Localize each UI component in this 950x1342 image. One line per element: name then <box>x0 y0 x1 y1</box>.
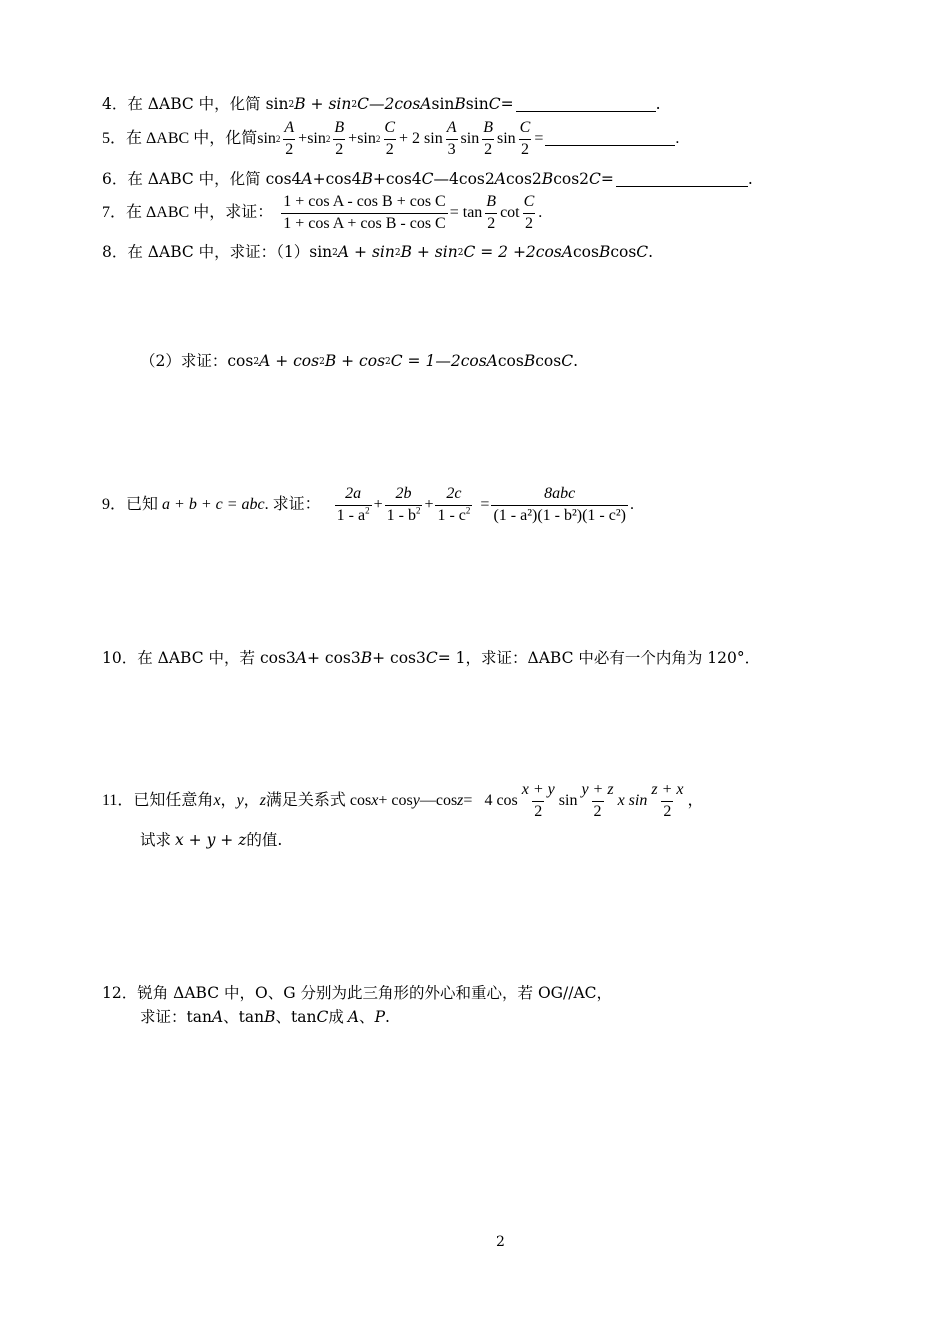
problem-number: 5． <box>102 130 127 148</box>
problem-number: 12． <box>102 984 138 1002</box>
problem-7: 7． 在 ΔABC 中，求证： $\frac{\text{1 + cos A - cos B + cos C}}{\text{1 + cos A + cos B - cos C}}$ = tan $\frac{B}{2}$ cot $\frac{C}{2}$ . <box>102 193 543 232</box>
answer-blank[interactable] <box>545 144 675 146</box>
problem-number: 10． <box>102 649 138 667</box>
problem-number: 9． <box>102 496 127 514</box>
problem-11: 11． 已知任意角 x ， y ， z 满足关系式 cos x + cos y —cos z = 4 cos $\frac{x + y}{2}$ sin $\frac{y + z}{2}$ x sin $\frac{z + x}{2}$ ， <box>102 781 704 820</box>
problem-11-line-2: 试求 x + y + z 的值. <box>140 831 283 849</box>
problem-12: 12． 锐角 ΔABC 中，O、G 分别为此三角形的外心和重心，若 OG//AC， <box>102 984 613 1002</box>
problem-8-part-2: （2）求证：cos 2 A + cos 2 B + cos 2 C = 1—2cos A cos B cos C . <box>140 352 579 370</box>
problem-5: 5． 在 ΔABC 中，化简 sin 2 $\frac{A}{2}$ + sin 2 $\frac{B}{2}$ + sin 2 $\frac{C}{2}$ + 2 sin $\frac{A}{3}$ sin $\frac{B}{2}$ sin $\frac{C}{2}$ = . <box>102 119 680 158</box>
problem-number: 4． <box>102 95 128 113</box>
answer-blank[interactable] <box>516 110 656 112</box>
problem-10: 10． 在 ΔABC 中，若 cos3 A + cos3 B + cos3 C = 1，求证：ΔABC 中必有一个内角为 120°． <box>102 649 761 667</box>
problem-4: 4． 在 ΔABC 中，化简 sin 2 B + sin 2 C—2cos A sin B sin C = . <box>102 95 661 113</box>
problem-number: 11． <box>102 792 134 810</box>
page-number: 2 <box>496 1234 505 1250</box>
problem-6: 6． 在 ΔABC 中，化简 cos4 A +cos4 B +cos4 C —4cos2 A cos2 B cos2 C = . <box>102 170 753 188</box>
problem-12-line-2: 求证：tan A 、tan B 、tan C 成 A 、 P . <box>140 1008 390 1026</box>
problem-8: 8． 在 ΔABC 中，求证：（1）sin 2 A + sin 2 B + sin 2 C = 2 +2cos A cos B cos C . <box>102 243 654 261</box>
problem-number: 7． <box>102 204 127 222</box>
problem-number: 6． <box>102 170 128 188</box>
answer-blank[interactable] <box>616 185 748 187</box>
problem-number: 8． <box>102 243 128 261</box>
problem-9: 9． 已知 a + b + c = abc . 求证： $\frac{2a}{1 - a^2}$ + $\frac{2b}{1 - b^2}$ + $\frac{2c}{1 - c^2}$ = $\frac{\text{8abc}}{\text{(1 - a²)(1 - b²)(1 - c²)}}$ . <box>102 485 634 524</box>
